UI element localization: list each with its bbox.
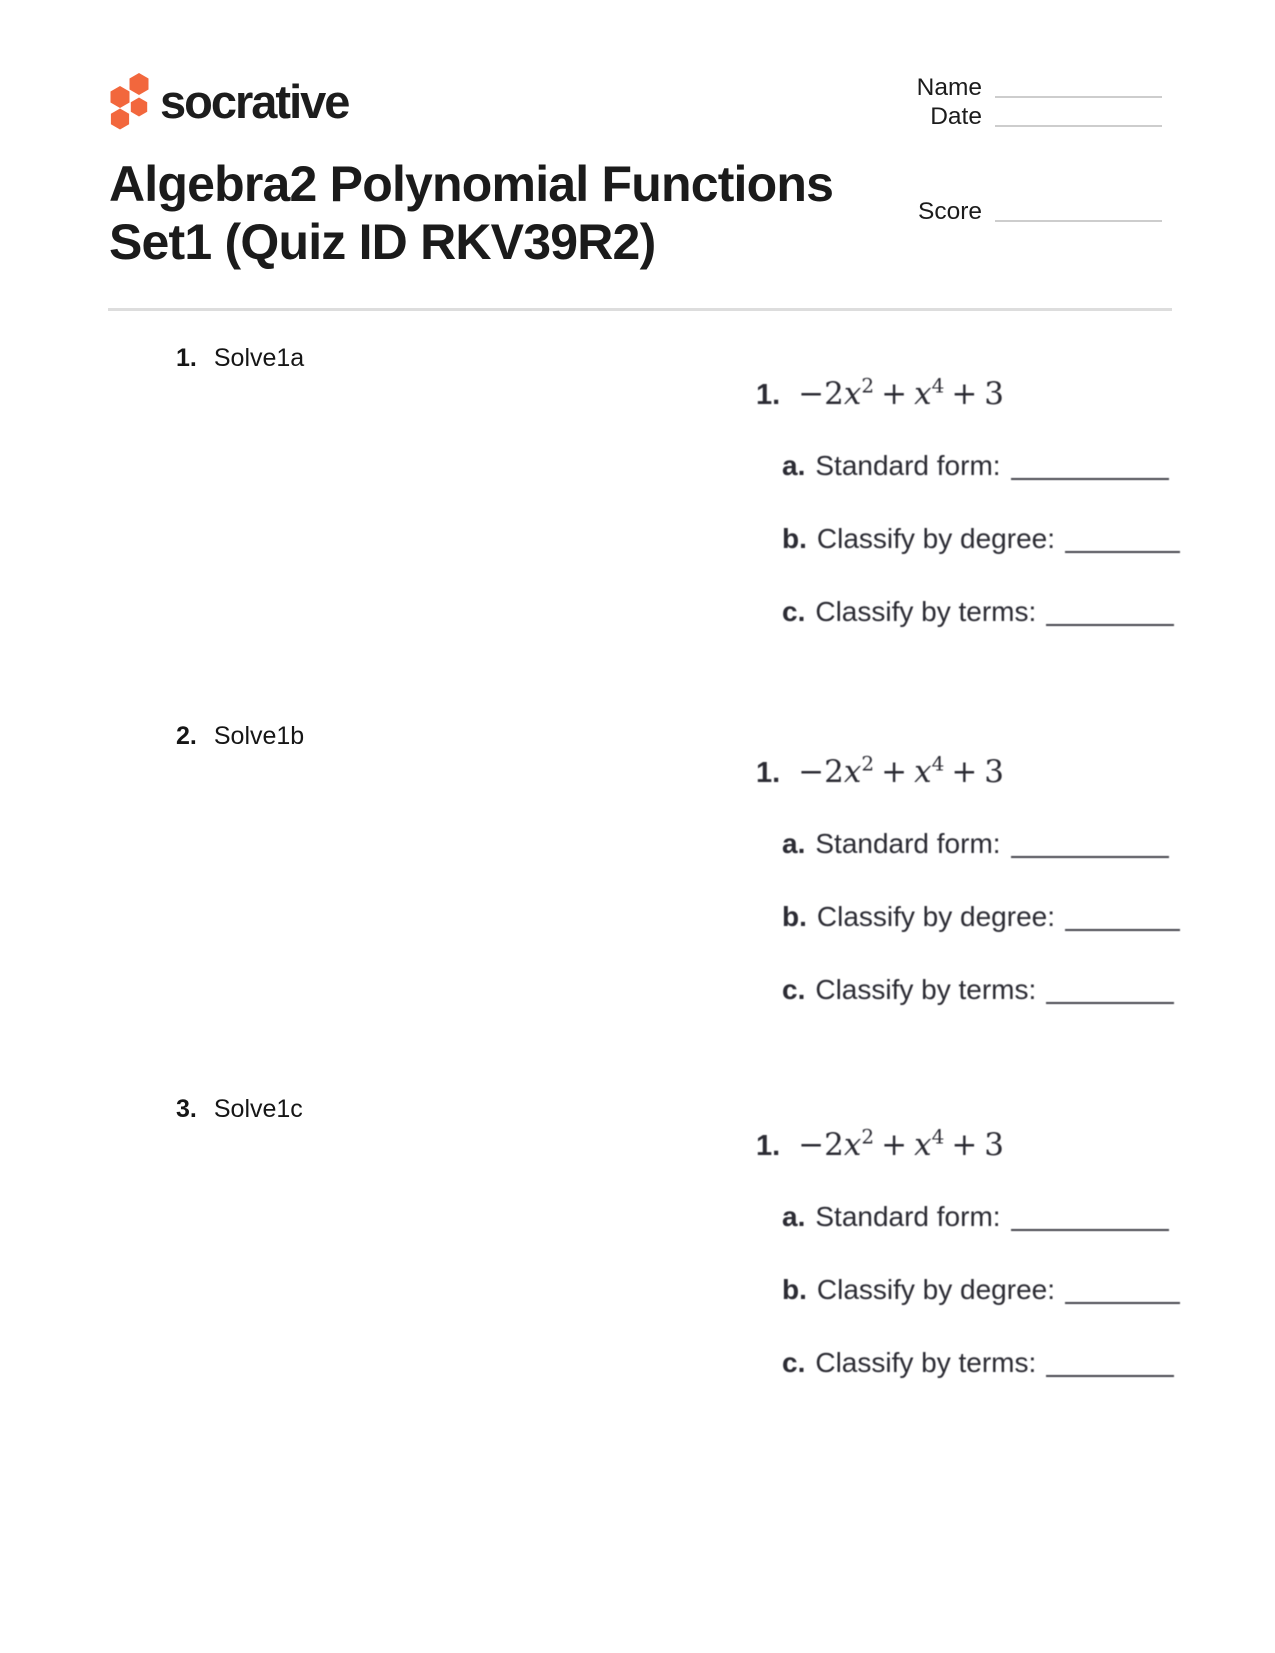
answer-blank-line xyxy=(1046,1374,1174,1377)
name-field-row xyxy=(882,74,1162,102)
part-b-row xyxy=(782,523,1180,555)
socrative-wordmark: socrative xyxy=(160,75,349,128)
part-prompt: Standard form: xyxy=(815,450,1001,481)
question-1-label-row xyxy=(176,344,304,373)
part-letter: b. xyxy=(782,523,807,554)
answer-blank-line xyxy=(1065,928,1180,931)
part-letter: c. xyxy=(782,596,806,627)
answer-blank-line xyxy=(1011,477,1169,480)
worksheet-image xyxy=(756,1124,1196,1392)
polynomial-expression: $-2x^2 + x^4 + 3$ xyxy=(798,373,1005,412)
part-prompt: Classify by degree: xyxy=(816,523,1055,554)
answer-blank-line xyxy=(1011,1228,1169,1231)
answer-blank-line xyxy=(1065,550,1180,553)
score-label: Score xyxy=(917,198,982,225)
part-letter: c. xyxy=(782,974,806,1005)
part-letter: b. xyxy=(782,1274,807,1305)
worksheet-image xyxy=(756,373,1196,641)
quiz-title-line2: Set1 (Quiz ID RKV39R2) xyxy=(109,214,656,270)
part-letter: a. xyxy=(782,828,806,859)
question-1 xyxy=(0,344,1275,684)
answer-blank-line xyxy=(1046,623,1174,626)
question-text: Solve1c xyxy=(213,1095,303,1123)
part-a-row xyxy=(782,450,1169,482)
part-prompt: Classify by terms: xyxy=(815,596,1037,627)
polynomial-expression: $-2x^2 + x^4 + 3$ xyxy=(798,751,1005,790)
part-prompt: Classify by terms: xyxy=(815,974,1037,1005)
polynomial-expression: $-2x^2 + x^4 + 3$ xyxy=(798,1124,1005,1163)
question-2-label-row xyxy=(176,722,304,751)
math-expression-row xyxy=(756,373,1005,412)
math-item-number: 1. xyxy=(756,1130,781,1162)
quiz-title-line1: Algebra2 Polynomial Functions xyxy=(109,156,834,212)
part-prompt: Standard form: xyxy=(815,1201,1001,1232)
math-item-number: 1. xyxy=(756,379,781,411)
part-letter: a. xyxy=(782,450,806,481)
quiz-title xyxy=(109,155,929,271)
question-number: 3. xyxy=(176,1095,197,1123)
question-3-label-row xyxy=(176,1095,303,1124)
part-a-row xyxy=(782,828,1169,860)
part-letter: c. xyxy=(782,1347,806,1378)
question-2 xyxy=(0,722,1275,1062)
part-prompt: Classify by degree: xyxy=(816,1274,1055,1305)
part-b-row xyxy=(782,1274,1180,1306)
question-text: Solve1a xyxy=(213,344,305,372)
part-c-row xyxy=(782,974,1174,1006)
part-prompt: Classify by degree: xyxy=(816,901,1055,932)
part-b-row xyxy=(782,901,1180,933)
part-letter: a. xyxy=(782,1201,806,1232)
answer-blank-line xyxy=(1065,1301,1180,1304)
math-expression-row xyxy=(756,1124,1005,1163)
answer-blank-line xyxy=(1046,1001,1174,1004)
part-a-row xyxy=(782,1201,1169,1233)
date-field-row xyxy=(882,103,1162,131)
question-number: 2. xyxy=(176,722,197,750)
socrative-hexagons-icon xyxy=(103,62,155,130)
date-blank-line xyxy=(995,124,1162,127)
answer-blank-line xyxy=(1011,855,1169,858)
math-expression-row xyxy=(756,751,1005,790)
date-label: Date xyxy=(930,103,982,130)
name-blank-line xyxy=(995,95,1162,98)
part-letter: b. xyxy=(782,901,807,932)
part-prompt: Standard form: xyxy=(815,828,1001,859)
part-c-row xyxy=(782,1347,1174,1379)
header-divider xyxy=(108,308,1172,311)
worksheet-image xyxy=(756,751,1196,1019)
score-blank-line xyxy=(995,219,1162,222)
question-3 xyxy=(0,1095,1275,1435)
part-prompt: Classify by terms: xyxy=(815,1347,1037,1378)
math-item-number: 1. xyxy=(756,757,781,789)
name-label: Name xyxy=(916,74,982,101)
question-number: 1. xyxy=(176,344,197,372)
part-c-row xyxy=(782,596,1174,628)
question-text: Solve1b xyxy=(213,722,305,750)
